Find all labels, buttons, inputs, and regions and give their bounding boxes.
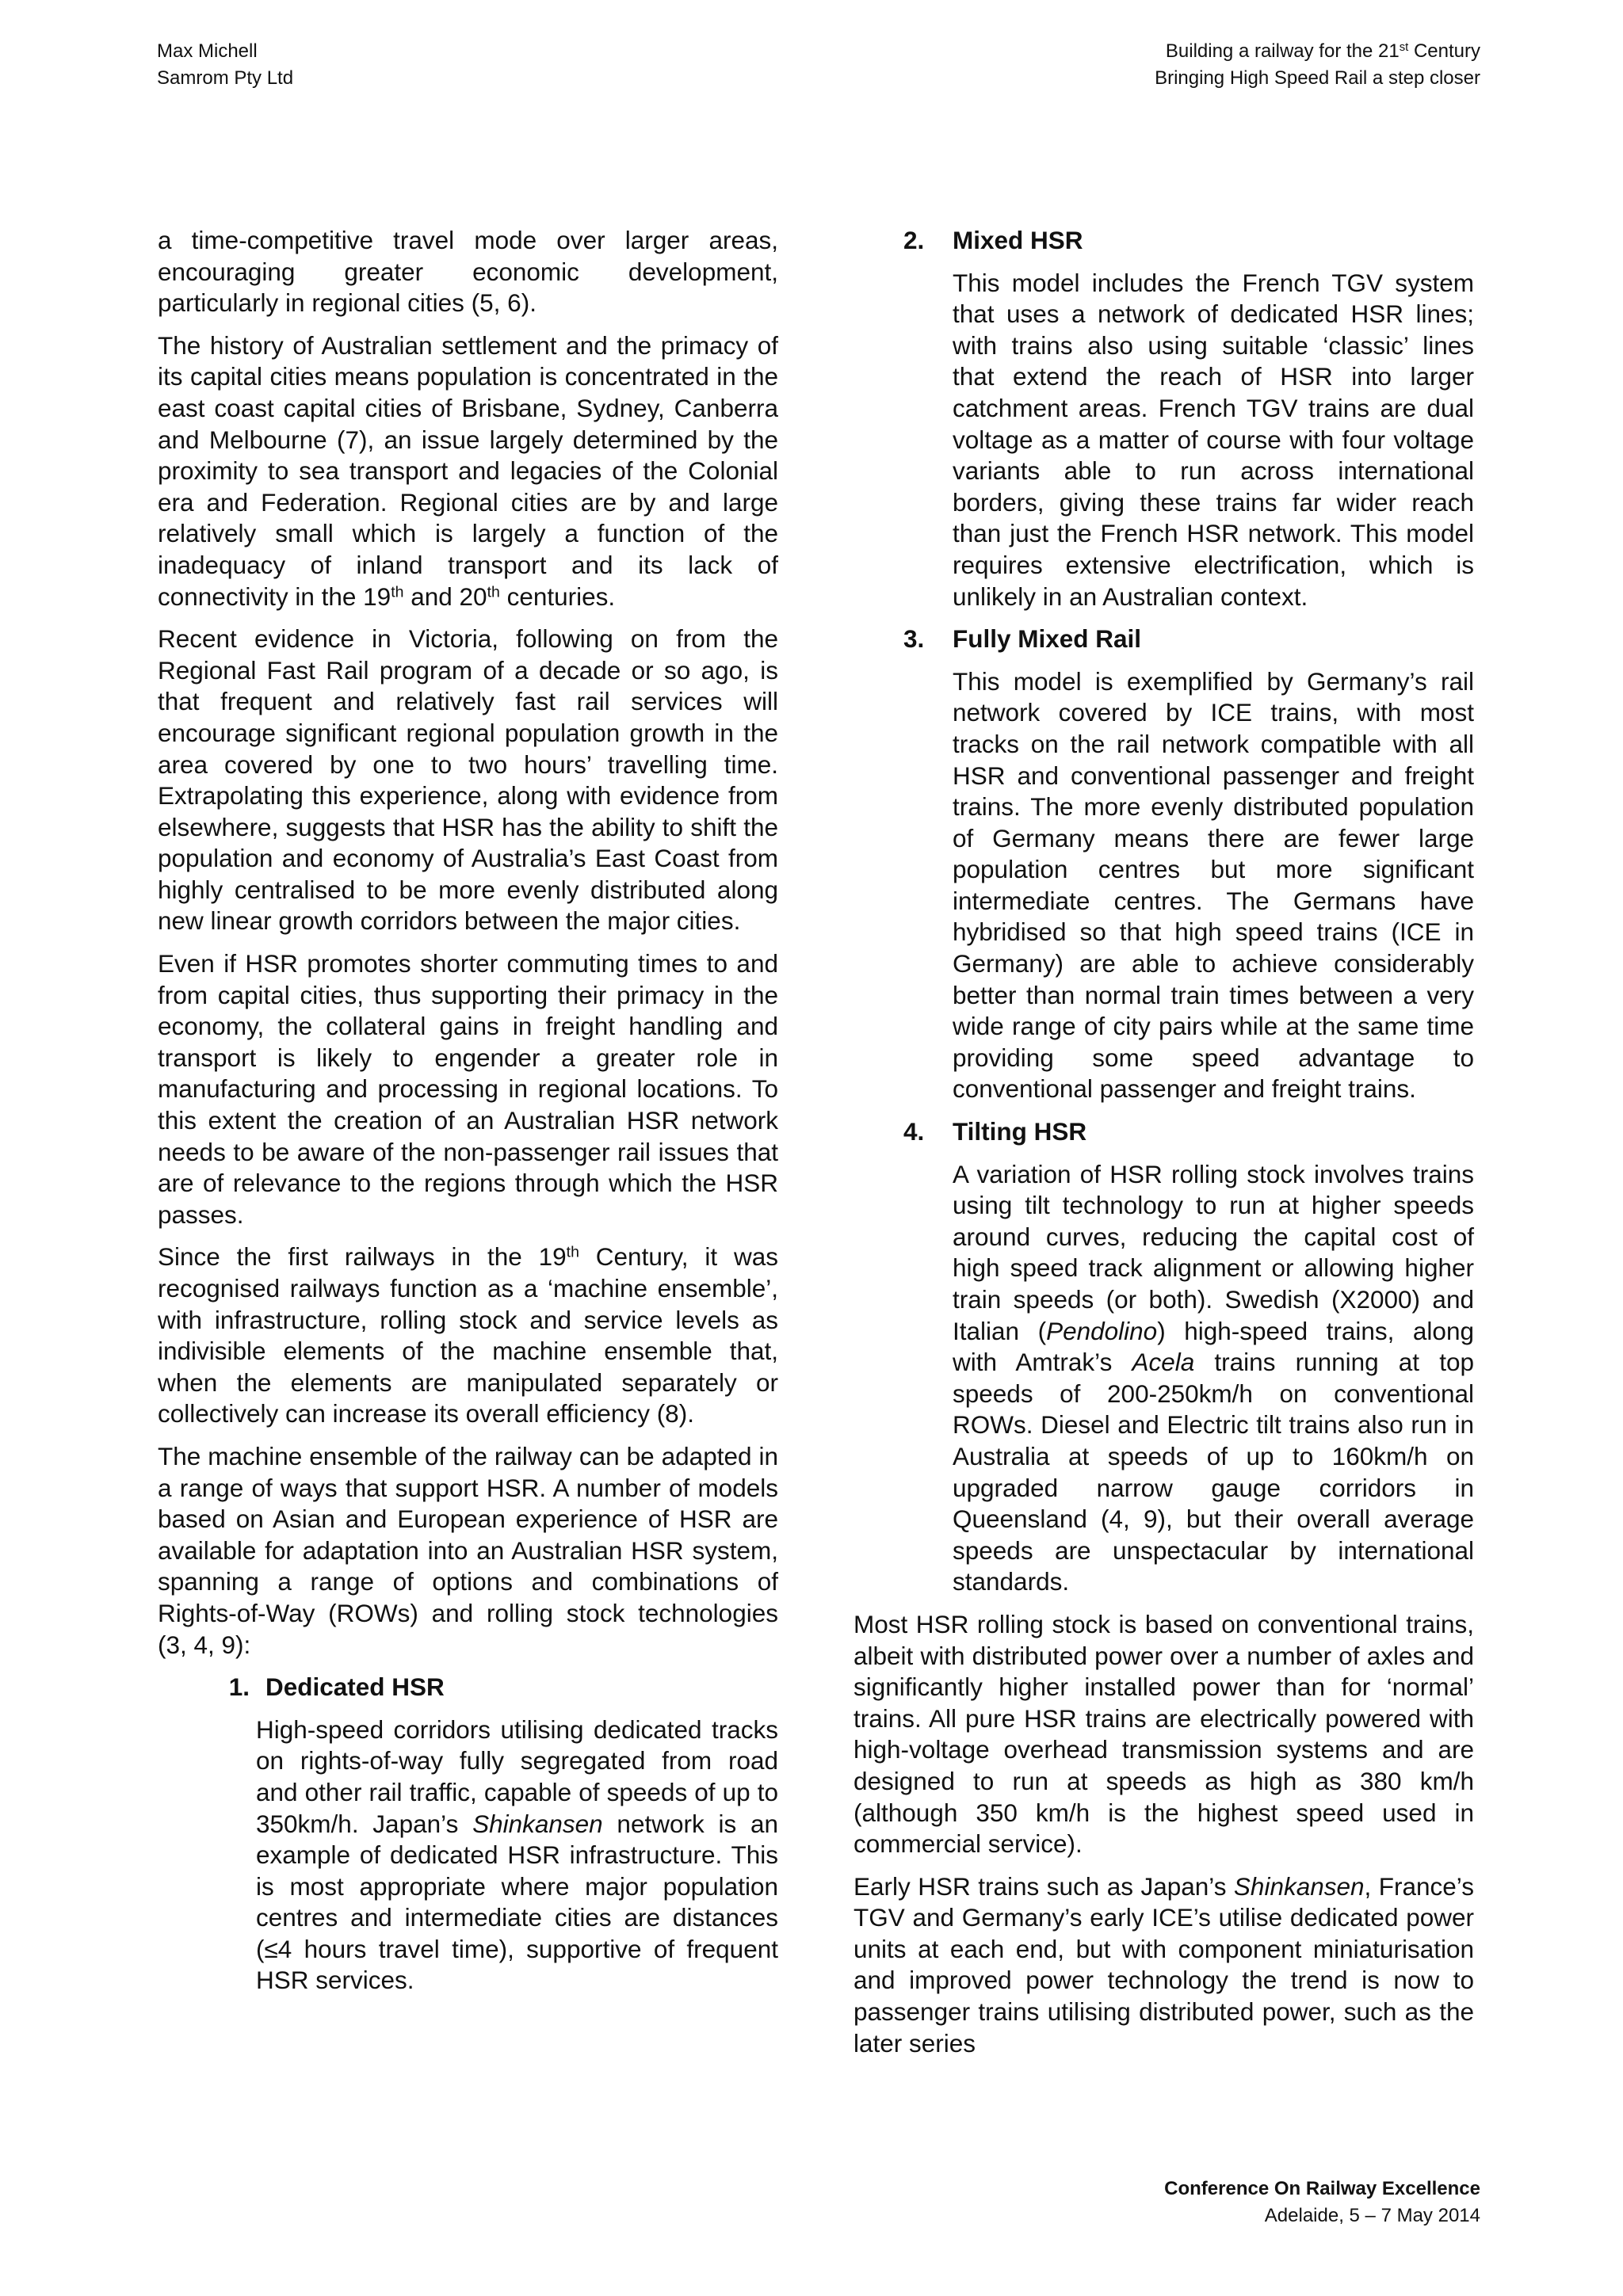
list-item-dedicated-hsr	[205, 1672, 778, 1997]
list-title: Tilting HSR	[953, 1117, 1087, 1146]
text-run: The history of Australian settlement and the primacy of its capital cities means population is concentrated in the east coast capital cities of Brisbane, Sydney, Canberra and Melbourne (7), an issue largely determined by the proximity to sea transport and legacies of the Colonial era and Federation. Regional cities are by and large relatively small which is largely a function of the inadequacy of inland transport and its lack of connectivity in the 19	[158, 330, 778, 611]
text-run: Early HSR trains such as Japan’s	[854, 1871, 1234, 1901]
list-number: 3.	[903, 624, 925, 654]
list-title: Mixed HSR	[953, 226, 1083, 254]
list-number: 2.	[903, 226, 925, 254]
left-column	[158, 225, 778, 2008]
emphasis: Acela	[1132, 1348, 1195, 1377]
superscript: th	[487, 582, 500, 601]
paragraph	[158, 1241, 778, 1430]
list-title: Dedicated HSR	[265, 1672, 445, 1702]
list-item-heading	[903, 225, 1474, 257]
text-run: trains running at top speeds of 200-250km/h on conventional ROWs. Diesel and Electric tilt trains also run in Australia at speeds of up to 160km/h on upgraded narrow gauge corridors in Queensland (4, 9), but their overall average speeds are unspectacular by international standards.	[953, 1348, 1474, 1596]
list-item-heading	[903, 1116, 1474, 1148]
paper-title	[1155, 38, 1480, 65]
list-item-body: This model includes the French TGV system that uses a network of dedicated HSR lines; with trains also using suitable ‘classic’ lines that extend the reach of HSR into larger catchment areas. French TGV trains are dual voltage as a matter of course with four voltage variants able to run across international borders, giving these trains far wider reach than just the French HSR network. This model requires extensive electrification, which is unlikely in an Australian context.	[953, 268, 1474, 611]
list-item-body: This model is exemplified by Germany’s rail network covered by ICE trains, with most tracks on the rail network compatible with all HSR and conventional passenger and freight trains. The more evenly distributed population of Germany means there are fewer large population centres but more significant intermediate centres. The Germans have hybridised so that high speed trains (ICE in Germany) are able to achieve considerably better than normal train times between a very wide range of city pairs while at the same time providing some speed advantage to conventional passenger and freight trains.	[953, 666, 1474, 1104]
list-item-heading	[205, 1672, 778, 1703]
paragraph: Even if HSR promotes shorter commuting times to and from capital cities, thus supporting their primacy in the economy, the collateral gains in freight handling and transport is likely to engender a greater role in manufacturing and processing in regional locations. To this extent the creation of an Australian HSR network needs to be aware of the non-passenger rail issues that are of relevance to the regions through which the HSR passes.	[158, 949, 778, 1229]
paragraph: Recent evidence in Victoria, following on from the Regional Fast Rail program of a decade or so ago, is that frequent and relatively fast rail services will encourage significant regional population growth in the area covered by one to two hours’ travelling time. Extrapolating this experience, along with evidence from elsewhere, suggests that HSR has the ability to shift the population and economy of Australia’s East Coast from highly centralised to be more evenly distributed along new linear growth corridors between the major cities.	[158, 624, 778, 936]
list-item-mixed-hsr	[903, 225, 1474, 612]
conference-name: Conference On Railway Excellence	[1164, 2178, 1480, 2199]
text-run: , France’s TGV and Germany’s early ICE’s utilise dedicated power units at each end, but with component miniaturisation and improved power technology the trend is now to passenger trains utilising distributed power, such as the later series	[854, 1871, 1474, 2058]
text-run: A variation of HSR rolling stock involves trains using tilt technology to run at higher speeds around curves, reducing the capital cost of high speed track alignment or allowing higher train speeds (or both). Swedish (X2000) and Italian (	[953, 1159, 1474, 1345]
paper-title-text: Building a railway for the 21	[1165, 40, 1400, 62]
paper-title-tail: Century	[1408, 40, 1480, 62]
text-run: ) high-speed trains, along with Amtrak’s	[953, 1316, 1474, 1377]
text-run: Since the first railways in the 19	[158, 1242, 567, 1272]
list-item-body	[256, 1714, 778, 1997]
paragraph: a time-competitive travel mode over larger areas, encouraging greater economic development, particularly in regional cities (5, 6).	[158, 226, 778, 318]
emphasis: Pendolino	[1046, 1316, 1158, 1345]
running-header-right	[1155, 38, 1480, 92]
list-number: 4.	[903, 1117, 925, 1146]
text-run: centuries.	[499, 582, 616, 611]
list-item-heading	[903, 624, 1474, 655]
paragraph	[854, 1871, 1474, 2060]
running-header-left	[157, 38, 293, 92]
paper-title-sup: st	[1399, 40, 1409, 54]
superscript: th	[391, 582, 404, 601]
emphasis: Shinkansen	[472, 1809, 603, 1838]
list-number: 1.	[228, 1672, 250, 1702]
text-run: network is an example of dedicated HSR infrastructure. This is most appropriate where major population centres and intermediate cities are distances (≤4 hours travel time), supportive of frequent HSR services.	[256, 1809, 778, 1995]
list-item-body	[953, 1159, 1474, 1598]
conference-location: Adelaide, 5 – 7 May 2014	[1264, 2205, 1480, 2226]
emphasis: Shinkansen	[1233, 1871, 1365, 1901]
paper-subtitle: Bringing High Speed Rail a step closer	[1155, 67, 1480, 89]
text-run: and 20	[403, 582, 487, 611]
text-run: Century, it was recognised railways function as a ‘machine ensemble’, with infrastructure, rolling stock and service levels as indivisible elements of the machine ensemble that, when the elements are manipulated separately or collectively can increase its overall efficiency (8).	[158, 1242, 778, 1428]
list-item-tilting-hsr	[903, 1116, 1474, 1598]
company-name: Samrom Pty Ltd	[157, 67, 294, 89]
paragraph	[158, 330, 778, 612]
list-title: Fully Mixed Rail	[953, 624, 1142, 654]
author-name: Max Michell	[157, 40, 258, 62]
paragraph: Most HSR rolling stock is based on conventional trains, albeit with distributed power over a number of axles and significantly higher installed power than for ‘normal’ trains. All pure HSR trains are electrically powered with high-voltage overhead transmission systems and are designed to run at speeds as high as 380 km/h (although 350 km/h is the highest speed used in commercial service).	[854, 1609, 1474, 1859]
right-column	[854, 225, 1474, 2059]
superscript: th	[566, 1243, 579, 1261]
running-footer	[1164, 2176, 1480, 2229]
list-item-fully-mixed-rail	[903, 624, 1474, 1105]
paragraph: The machine ensemble of the railway can be adapted in a range of ways that support HSR. A number of models based on Asian and European experience of HSR are available for adaptation into an Australian HSR system, spanning a range of options and combinations of Rights-of-Way (ROWs) and rolling stock technologies (3, 4, 9):	[158, 1441, 778, 1659]
text-run: High-speed corridors utilising dedicated tracks on rights-of-way fully segregated from road and other rail traffic, capable of speeds of up to 350km/h. Japan’s	[256, 1714, 778, 1838]
